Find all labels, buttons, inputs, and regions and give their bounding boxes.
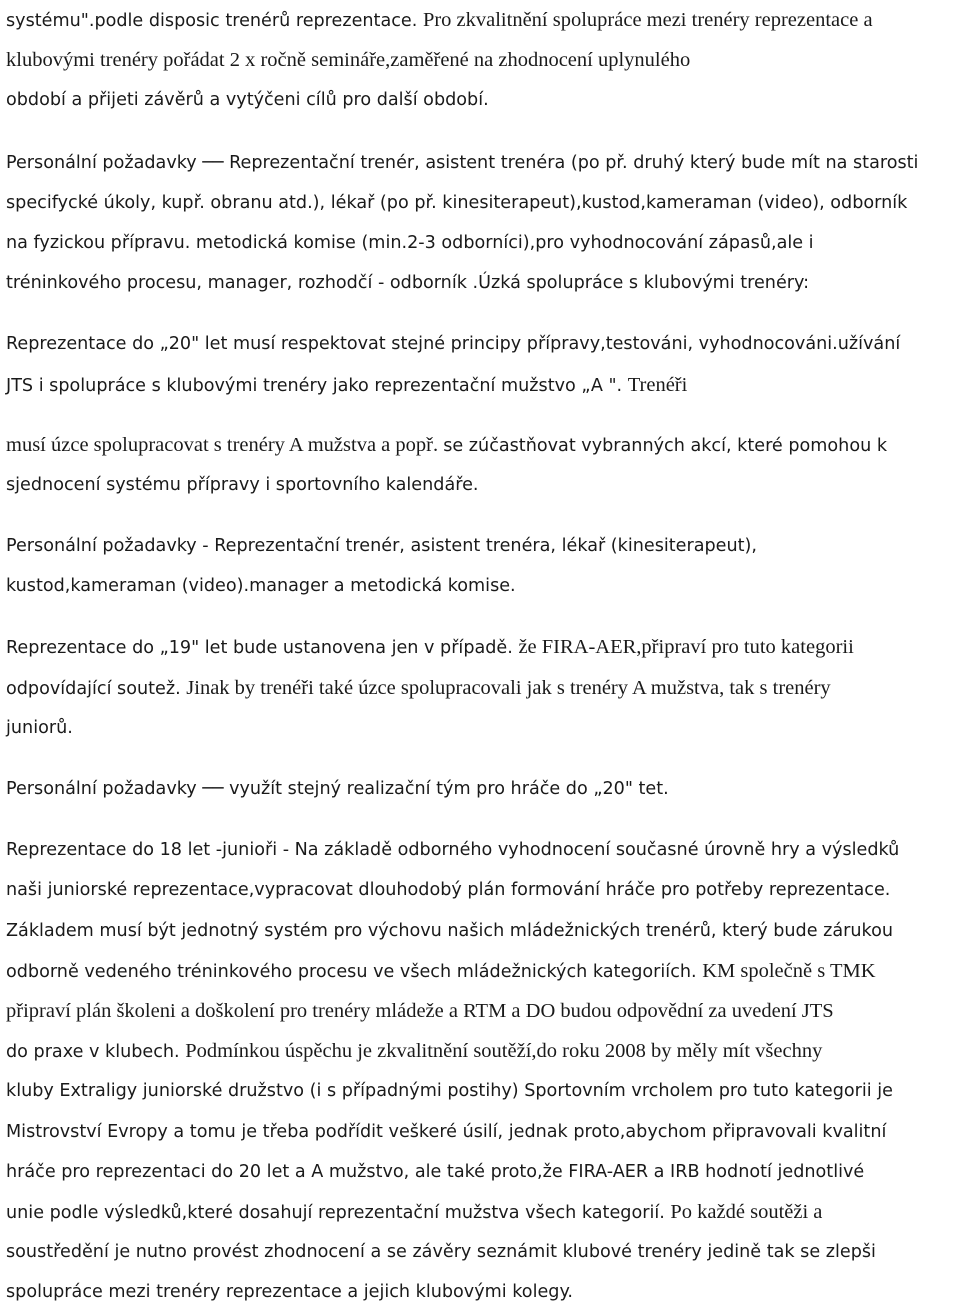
document-body (6, 0, 956, 1312)
text-segment: specifycké úkoly, kupř. obranu atd.), lékař (po př. kinesiterapeut),kustod,kameraman (video), odborník (6, 192, 908, 213)
text-segment: Po každé soutěži a (670, 1200, 823, 1223)
text-line (6, 80, 956, 120)
text-segment: juniorů. (6, 717, 73, 738)
text-segment: do praxe v klubech. (6, 1042, 186, 1063)
text-segment: kluby Extraligy juniorské družstvo (i s případnými postihy) Sportovním vrcholem pro tuto kategorii je (6, 1081, 893, 1102)
text-segment: KM společně s TMK (702, 959, 876, 982)
paragraph-gap (6, 809, 956, 830)
text-line (6, 1112, 956, 1152)
text-line (6, 183, 956, 223)
text-line (6, 1031, 956, 1071)
text-line (6, 830, 956, 870)
paragraph-p8 (6, 830, 956, 1312)
text-line (6, 143, 956, 183)
text-segment: Personální požadavky ── využít stejný realizační tým pro hráče do „20" tet. (6, 779, 669, 799)
text-segment: Pro zkvalitnění spolupráce mezi trenéry reprezentace a (422, 9, 873, 31)
text-segment: spolupráce mezi trenéry reprezentace a jejich klubovými kolegy. (6, 1282, 573, 1303)
paragraph-gap (6, 303, 956, 324)
text-line (6, 566, 956, 606)
paragraph-gap (6, 505, 956, 526)
text-segment: Trenéři (627, 373, 688, 396)
paragraph-p3 (6, 324, 956, 404)
text-segment: kustod,kameraman (video).manager a metodická komise. (6, 576, 516, 597)
text-segment: hráče pro reprezentaci do 20 let a A mužstvo, ale také proto,že FIRA-AER a IRB hodnotí jednotlivé (6, 1161, 865, 1182)
text-segment: systému".podle disposic trenérů reprezentace. (6, 11, 423, 31)
text-segment: na fyzickou přípravu. metodická komise (min.2-3 odborníci),pro vyhodnocování zápasů,ale i (6, 232, 814, 253)
text-line (6, 991, 956, 1031)
text-line (6, 668, 956, 708)
text-segment: období a přijeti závěrů a vytýčeni cílů pro další období. (6, 90, 489, 111)
paragraph-gap (6, 405, 956, 425)
paragraph-p6 (6, 627, 956, 748)
text-segment: odpovídající soutež. (6, 678, 187, 699)
text-segment: Reprezentace do 18 let -junioři - Na základě odborného vyhodnocení současné úrovně hry a výsledků (6, 840, 900, 861)
text-segment: se zúčastňovat vybranných akcí, které pomohou k (443, 435, 888, 456)
text-line (6, 627, 956, 667)
text-segment: Reprezentace do „20" let musí respektovat stejné principy přípravy,testováni, vyhodnocováni.užívání (6, 334, 901, 355)
paragraph-p2 (6, 143, 956, 304)
text-segment: unie podle výsledků,které dosahují reprezentační mužstva všech kategorií. (6, 1202, 671, 1223)
text-segment: odborně vedeného tréninkového procesu ve všech mládežnických kategoriích. (6, 961, 703, 982)
text-line (6, 365, 956, 405)
text-segment: musí úzce spolupracovat s trenéry A mužstva a popř. (6, 433, 444, 456)
text-line (6, 0, 956, 40)
paragraph-p7 (6, 769, 956, 809)
text-line (6, 1192, 956, 1232)
text-segment: že FIRA-AER,připraví pro tuto kategorii (518, 636, 854, 659)
text-segment: Jinak by trenéři také úzce spolupracovali jak s trenéry A mužstva, tak s trenéry (186, 676, 831, 699)
paragraph-p4 (6, 425, 956, 505)
text-line (6, 223, 956, 263)
text-segment: sjednocení systému přípravy i sportovního kalendáře. (6, 474, 479, 495)
text-line (6, 324, 956, 364)
text-segment: Podmínkou úspěchu je zkvalitnění soutěží,do roku 2008 by měly mít všechny (185, 1040, 823, 1063)
text-line (6, 911, 956, 951)
text-line (6, 951, 956, 991)
text-line (6, 425, 956, 465)
text-line (6, 769, 956, 809)
paragraph-gap (6, 606, 956, 627)
text-segment: tréninkového procesu, manager, rozhodčí - odborník .Úzká spolupráce s klubovými trenéry: (6, 273, 810, 294)
text-line (6, 870, 956, 910)
text-line (6, 708, 956, 748)
paragraph-p5 (6, 526, 956, 606)
text-line (6, 526, 956, 566)
text-line (6, 1071, 956, 1111)
text-segment: připraví plán školeni a doškolení pro trenéry mládeže a RTM a DO budou odpovědní za uvedení JTS (6, 999, 834, 1022)
text-segment: Personální požadavky - Reprezentační trenér, asistent trenéra, lékař (kinesiterapeut), (6, 536, 758, 557)
text-segment: Personální požadavky ── Reprezentační trenér, asistent trenéra (po př. druhý který bude mít na starosti (6, 152, 919, 173)
text-line (6, 1232, 956, 1272)
text-segment: Základem musí být jednotný systém pro výchovu našich mládežnických trenérů, který bude zárukou (6, 920, 893, 941)
text-line (6, 40, 956, 80)
text-line (6, 1272, 956, 1312)
text-line (6, 465, 956, 505)
text-segment: soustředění je nutno provést zhodnocení a se závěry seznámit klubové trenéry jedině tak se zlepši (6, 1242, 876, 1263)
text-segment: naši juniorské reprezentace,vypracovat dlouhodobý plán formování hráče pro potřeby reprezentace. (6, 880, 891, 901)
paragraph-p1 (6, 0, 956, 121)
text-segment: Reprezentace do „19" let bude ustanovena jen v případě. (6, 638, 519, 659)
text-segment: Mistrovství Evropy a tomu je třeba podřídit veškeré úsilí, jednak proto,abychom připravovali kvalitní (6, 1121, 887, 1142)
text-segment: JTS i spolupráce s klubovými trenéry jako reprezentační mužstvo „A ". (6, 375, 628, 396)
text-segment: klubovými trenéry pořádat 2 x ročně semináře,zaměřené na zhodnocení uplynulého (6, 49, 691, 72)
paragraph-gap (6, 748, 956, 769)
text-line (6, 1152, 956, 1192)
paragraph-gap (6, 121, 956, 143)
text-line (6, 263, 956, 303)
